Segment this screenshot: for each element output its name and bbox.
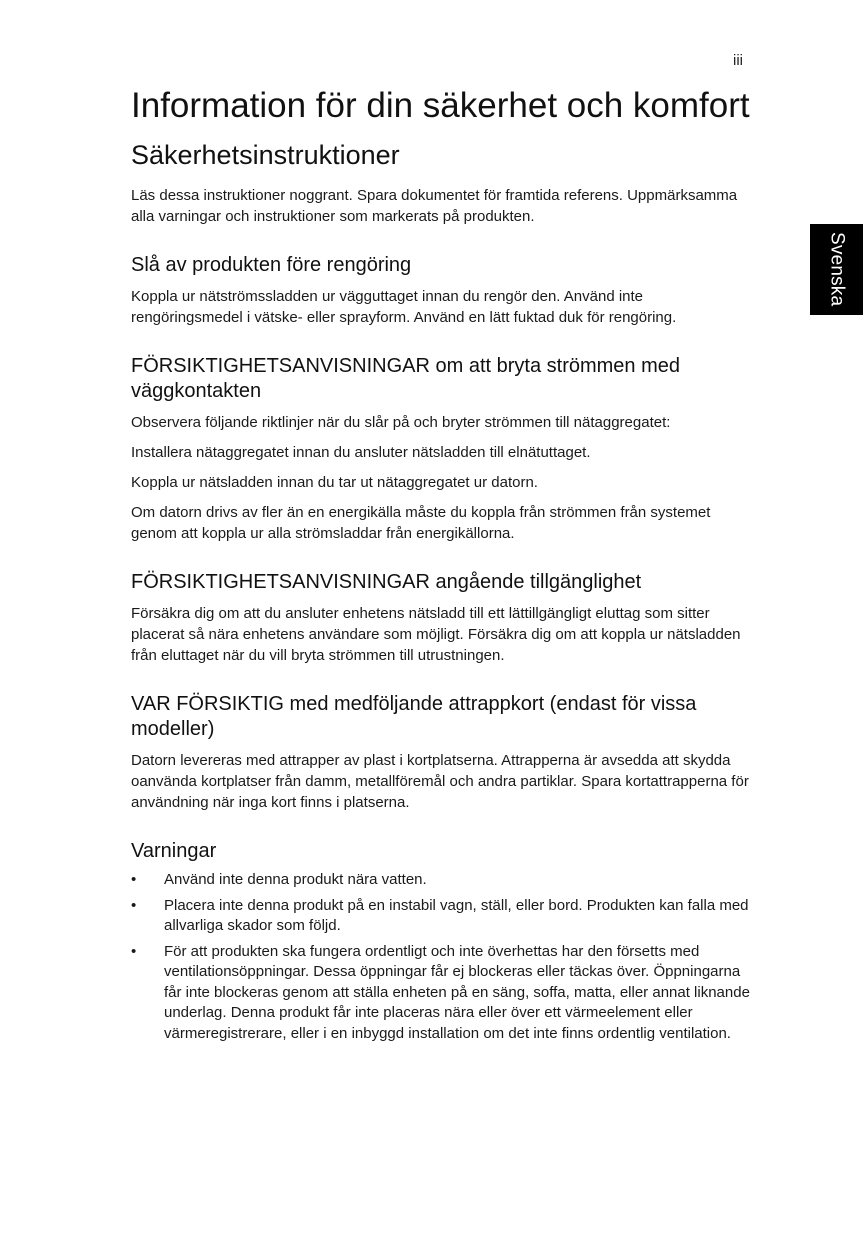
list-item-text: Placera inte denna produkt på en instabil vagn, ställ, eller bord. Produkten kan falla med allvarliga skador som följd. (164, 896, 749, 934)
paragraph: Datorn levereras med attrapper av plast i kortplatserna. Attrapperna är avsedda att skydda oanvända kortplatser från damm, metallföremål och andra partiklar. Spara kortattrapperna för användning när inga kort finns i platserna. (131, 752, 749, 811)
paragraph: Koppla ur nätströmssladden ur vägguttaget innan du rengör den. Använd inte rengöringsmedel i vätske- eller sprayform. Använd en lätt fuktad duk för rengöring. (131, 288, 677, 326)
language-tab-label: Svenska (826, 232, 848, 307)
bullet-icon: • (131, 896, 137, 914)
bullet-icon: • (131, 871, 137, 888)
warnings-list (131, 870, 751, 1044)
section-heading: Slå av produkten före rengöring (131, 254, 412, 276)
list-item (131, 870, 751, 891)
page-title: Information för din säkerhet och komfort (131, 86, 750, 125)
section-cleaning (131, 253, 751, 328)
page-content (131, 86, 751, 1049)
section-heading: VAR FÖRSIKTIG med medföljande attrappkort (endast för vissa modeller) (131, 693, 697, 740)
section-accessibility (131, 570, 751, 666)
page-number: iii (733, 52, 743, 69)
paragraph: Observera följande riktlinjer när du slår på och bryter strömmen till nätaggregatet: (131, 414, 671, 431)
list-item (131, 942, 751, 1045)
list-item (131, 896, 751, 937)
bullet-icon: • (131, 942, 137, 960)
paragraph: Om datorn drivs av fler än en energikälla måste du koppla från strömmen från systemet genom att koppla ur alla strömsladdar från energikällorna. (131, 504, 711, 542)
section-dummy-cards (131, 692, 751, 813)
paragraph: Försäkra dig om att du ansluter enhetens nätsladd till ett lättillgängligt eluttag som sitter placerat så nära enhetens användare som möjligt. Försäkra dig om att koppla ur nätsladden från eluttaget när du vill bryta strömmen till utrustningen. (131, 605, 741, 664)
section-heading: FÖRSIKTIGHETSANVISNINGAR om att bryta strömmen med väggkontakten (131, 355, 681, 402)
list-item-text: För att produkten ska fungera ordentligt och inte överhettas har den försetts med ventilationsöppningar. Dessa öppningar får ej blockeras eller täckas över. Öppningarna får inte blockeras genom att ställa enheten på en säng, soffa, matta, eller annat liknande underlag. Denna produkt får inte placeras nära eller över ett värmeelement eller värmeregistrerare, eller i en inbyggd installation om det inte finns ordentlig ventilation. (164, 942, 750, 1042)
section-power-disconnect (131, 354, 751, 544)
section-heading: Varningar (131, 840, 217, 862)
list-item-text: Använd inte denna produkt nära vatten. (164, 871, 427, 888)
language-tab (810, 224, 863, 315)
paragraph: Koppla ur nätsladden innan du tar ut nätaggregatet ur datorn. (131, 474, 538, 491)
section-title: Säkerhetsinstruktioner (131, 140, 400, 170)
intro-paragraph: Läs dessa instruktioner noggrant. Spara dokumentet för framtida referens. Uppmärksamma alla varningar och instruktioner som markerats på produkten. (131, 187, 738, 225)
paragraph: Installera nätaggregatet innan du ansluter nätsladden till elnätuttaget. (131, 444, 591, 461)
section-heading: FÖRSIKTIGHETSANVISNINGAR angående tillgänglighet (131, 571, 642, 593)
section-warnings (131, 839, 751, 1044)
